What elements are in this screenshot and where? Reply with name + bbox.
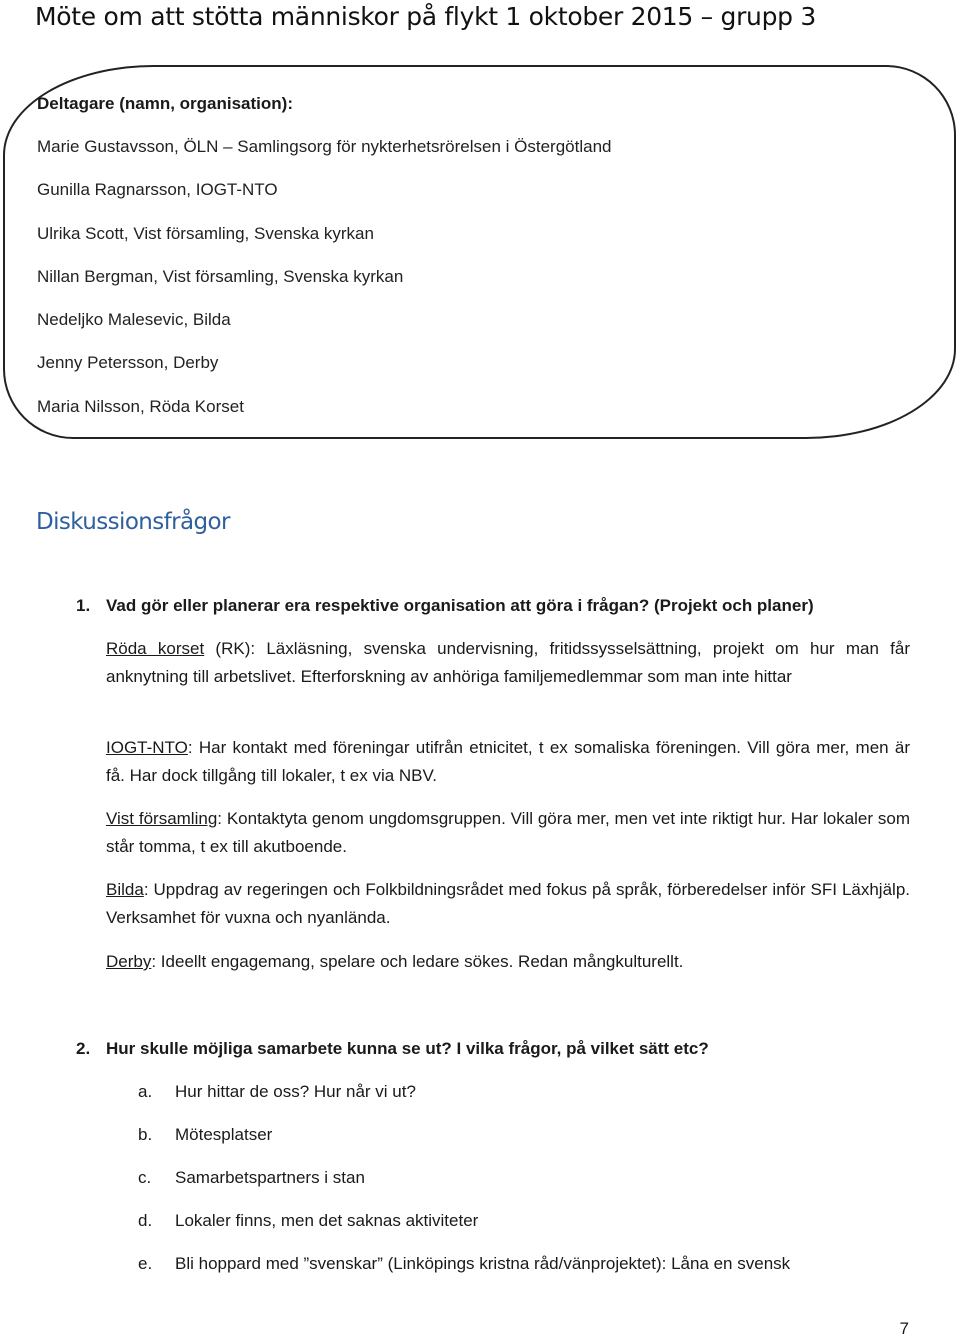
list-item: Lokaler finns, men det saknas aktiviteter — [175, 1211, 479, 1230]
section-heading: Diskussionsfrågor — [36, 509, 230, 535]
org-name: IOGT-NTO — [106, 738, 188, 757]
answer-text: : Uppdrag av regeringen och Folkbildningsrådet med fokus på språk, förberedelser inför SFI Läxhjälp. Verksamhet för vuxna och nyanlända. — [106, 880, 910, 927]
list-item: Bli hoppard med ”svenskar” (Linköpings kristna råd/vänprojektet): Låna en svensk — [175, 1254, 791, 1273]
participant-item: Maria Nilsson, Röda Korset — [37, 397, 244, 416]
list-item-letter: b. — [138, 1125, 153, 1144]
list-item-letter: e. — [138, 1254, 153, 1273]
document-title: Möte om att stötta människor på flykt 1 oktober 2015 – grupp 3 — [35, 2, 816, 31]
org-name: Röda korset — [106, 639, 205, 658]
list-item: Mötesplatser — [175, 1125, 273, 1144]
participant-item: Gunilla Ragnarsson, IOGT-NTO — [37, 180, 278, 199]
question-1-text: Vad gör eller planerar era respektive organisation att göra i frågan? (Projekt och planer) — [106, 596, 814, 615]
question-number: 1. — [76, 596, 91, 615]
page-number: 7 — [899, 1319, 909, 1338]
org-name: Derby — [106, 952, 152, 971]
participant-item: Marie Gustavsson, ÖLN – Samlingsorg för nykterhetsrörelsen i Östergötland — [37, 137, 612, 156]
answer-paragraph — [106, 948, 910, 976]
answer-paragraph — [106, 876, 910, 932]
org-name: Vist församling — [106, 809, 218, 828]
answer-paragraph — [106, 635, 910, 691]
answer-paragraph — [106, 805, 910, 861]
list-item: Hur hittar de oss? Hur når vi ut? — [175, 1082, 416, 1101]
answer-text: : Ideellt engagemang, spelare och ledare sökes. Redan mångkulturellt. — [151, 952, 684, 971]
participant-item: Jenny Petersson, Derby — [37, 353, 219, 372]
question-text: Hur skulle möjliga samarbete kunna se ut? I vilka frågor, på vilket sätt etc? — [106, 1039, 709, 1058]
participants-heading: Deltagare (namn, organisation): — [37, 94, 293, 113]
participant-item: Ulrika Scott, Vist församling, Svenska kyrkan — [37, 224, 374, 243]
question-text — [106, 595, 814, 617]
answer-paragraph — [106, 734, 910, 790]
participant-item: Nillan Bergman, Vist församling, Svenska kyrkan — [37, 267, 404, 286]
list-item-letter: d. — [138, 1211, 153, 1230]
question-number: 2. — [76, 1039, 91, 1058]
list-item-letter: c. — [138, 1168, 152, 1187]
answer-text: (RK): Läxläsning, svenska undervisning, fritidssysselsättning, projekt om hur man får anknytning till arbetslivet. Efterforskning av anhöriga familjemedlemmar som man inte hittar — [106, 639, 910, 686]
answer-text: : Kontaktyta genom ungdomsgruppen. Vill göra mer, men vet inte riktigt hur. Har lokaler som står tomma, t ex till akutboende. — [106, 809, 910, 856]
list-item-letter: a. — [138, 1082, 153, 1101]
participant-item: Nedeljko Malesevic, Bilda — [37, 310, 231, 329]
org-name: Bilda — [106, 880, 144, 899]
list-item: Samarbetspartners i stan — [175, 1168, 365, 1187]
answer-text: : Har kontakt med föreningar utifrån etnicitet, t ex somaliska föreningen. Vill göra mer, men är få. Har dock tillgång till lokaler, t ex via NBV. — [106, 738, 910, 785]
participants-box — [3, 65, 956, 439]
